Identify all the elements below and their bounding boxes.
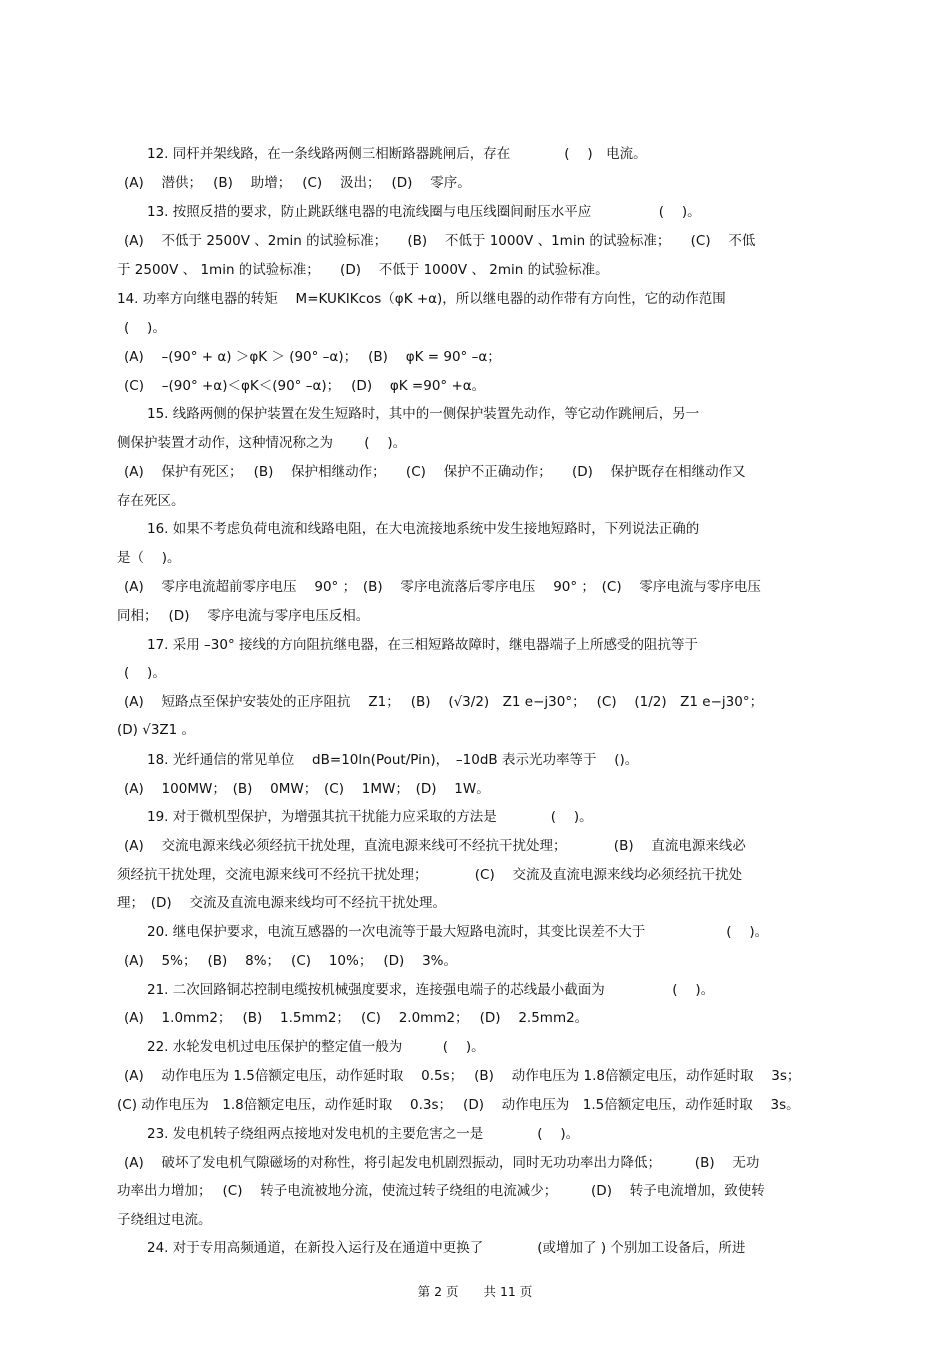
question-19: 19. 对于微机型保护，为增强其抗干扰能力应采取的方法是 ( )。 — [147, 809, 593, 825]
options-23-line3: 子绕组过电流。 — [117, 1212, 212, 1228]
options-12: (A) 潜供； (B) 助增； (C) 汲出； (D) 零序。 — [124, 175, 471, 191]
options-14-line2: (C) –(90° +α)＜φK＜(90° –α)； (D) φK =90° +α。 — [124, 378, 486, 394]
question-14-line1: 14. 功率方向继电器的转矩 M=KUKIKcos（φK +α)，所以继电器的动作带有方向性，它的动作范围 — [117, 291, 726, 307]
options-19-line1: (A) 交流电源来线必须经抗干扰处理，直流电源来线可不经抗干扰处理； (B) 直流电源来线必 — [124, 838, 746, 854]
options-15-line1: (A) 保护有死区； (B) 保护相继动作； (C) 保护不正确动作； (D) 保护既存在相继动作又 — [124, 464, 746, 480]
options-22-line2: (C) 动作电压为 1.8倍额定电压，动作延时取 0.3s； (D) 动作电压为 1.5倍额定电压，动作延时取 3s。 — [117, 1097, 800, 1113]
question-20: 20. 继电保护要求，电流互感器的一次电流等于最大短路电流时，其变比误差不大于 ( )。 — [147, 924, 769, 940]
question-13: 13. 按照反措的要求，防止跳跃继电器的电流线圈与电压线圈间耐压水平应 ( )。 — [147, 204, 701, 220]
page-footer: 第 2 页 共 11 页 — [417, 1284, 533, 1299]
options-19-line3: 理； (D) 交流及直流电源来线均可不经抗干扰处理。 — [117, 895, 446, 911]
options-22-line1: (A) 动作电压为 1.5倍额定电压，动作延时取 0.5s； (B) 动作电压为 1.8倍额定电压，动作延时取 3s； — [124, 1068, 801, 1084]
question-16-line1: 16. 如果不考虑负荷电流和线路电阻，在大电流接地系统中发生接地短路时，下列说法正确的 — [147, 521, 700, 537]
question-16-line2: 是（ )。 — [117, 550, 181, 566]
options-23-line2: 功率出力增加； (C) 转子电流被地分流，使流过转子绕组的电流减少； (D) 转子电流增加，致使转 — [117, 1183, 765, 1199]
question-18: 18. 光纤通信的常见单位 dB=10ln(Pout/Pin)， –10dB 表示光功率等于 ()。 — [147, 752, 639, 768]
options-14-line1: (A) –(90° + α) ＞φK ＞ (90° –α)； (B) φK = 90° –α； — [124, 349, 501, 365]
options-16-line2: 同相； (D) 零序电流与零序电压反相。 — [117, 608, 370, 624]
options-21: (A) 1.0mm2； (B) 1.5mm2； (C) 2.0mm2； (D) 2.5mm2。 — [124, 1010, 589, 1026]
question-23: 23. 发电机转子绕组两点接地对发电机的主要危害之一是 ( )。 — [147, 1126, 580, 1142]
question-15-line2: 侧保护装置才动作，这种情况称之为 ( )。 — [117, 435, 407, 451]
options-20: (A) 5%； (B) 8%； (C) 10%； (D) 3%。 — [124, 953, 457, 969]
question-17-line1: 17. 采用 –30° 接线的方向阻抗继电器，在三相短路故障时，继电器端子上所感受的阻抗等于 — [147, 637, 699, 653]
options-15-line2: 存在死区。 — [117, 493, 185, 509]
options-13-line1: (A) 不低于 2500V 、2min 的试验标准； (B) 不低于 1000V 、1min 的试验标准； (C) 不低 — [124, 233, 756, 249]
options-19-line2: 须经抗干扰处理，交流电源来线可不经抗干扰处理； (C) 交流及直流电源来线均必须经抗干扰处 — [117, 867, 742, 883]
options-16-line1: (A) 零序电流超前零序电压 90° ； (B) 零序电流落后零序电压 90° ； (C) 零序电流与零序电压 — [124, 579, 761, 595]
question-12: 12. 同杆并架线路，在一条线路两侧三相断路器跳闸后，存在 ( ) 电流。 — [147, 146, 647, 162]
options-13-line2: 于 2500V 、 1min 的试验标准； (D) 不低于 1000V 、 2min 的试验标准。 — [117, 262, 609, 278]
options-17-line2: (D) √3Z1 。 — [117, 722, 196, 738]
question-17-line2: ( )。 — [124, 665, 166, 681]
question-22: 22. 水轮发电机过电压保护的整定值一般为 ( )。 — [147, 1039, 485, 1055]
question-15-line1: 15. 线路两侧的保护装置在发生短路时，其中的一侧保护装置先动作，等它动作跳闸后，另一 — [147, 406, 700, 422]
question-24-line1: 24. 对于专用高频通道，在新投入运行及在通道中更换了 (或增加了 ) 个别加工设备后，所进 — [147, 1240, 746, 1256]
question-14-line2: ( )。 — [124, 320, 166, 336]
question-21: 21. 二次回路铜芯控制电缆按机械强度要求，连接强电端子的芯线最小截面为 ( )。 — [147, 982, 715, 998]
options-18: (A) 100MW； (B) 0MW； (C) 1MW； (D) 1W。 — [124, 781, 490, 797]
options-17-line1: (A) 短路点至保护安装处的正序阻抗 Z1； (B) (√3/2) Z1 e−j30°； (C) (1/2) Z1 e−j30°； — [124, 694, 764, 710]
options-23-line1: (A) 破坏了发电机气隙磁场的对称性，将引起发电机剧烈振动，同时无功功率出力降低； (B) 无功 — [124, 1155, 760, 1171]
